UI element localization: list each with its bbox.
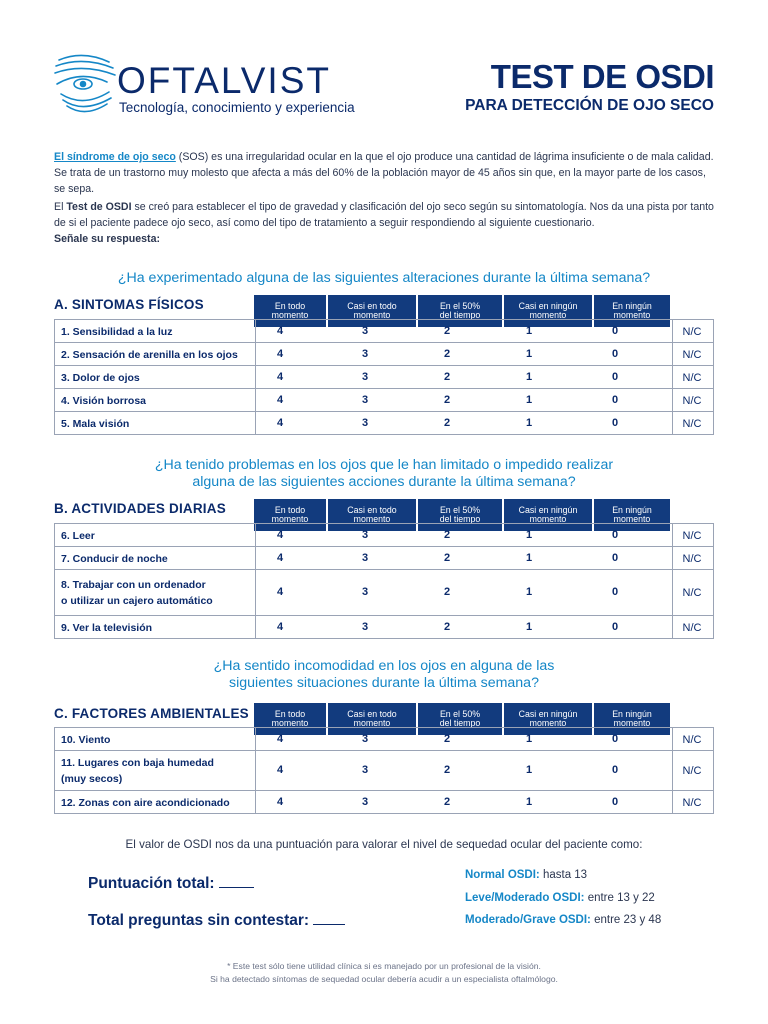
column-divider (255, 389, 256, 411)
legend-value: hasta 13 (539, 869, 588, 881)
score-option[interactable]: 4 (276, 620, 284, 633)
intro-paragraph-1 (54, 149, 714, 197)
legend-mild-moderate (465, 892, 655, 904)
total-score-field[interactable] (219, 887, 254, 888)
intro-p1-text: (SOS) es una irregularidad ocular en la que el ojo produce una cantidad de lágrima insuficiente o de mala calidad. Se trata de un trastorno muy molesto que afecta a más del 60% de la población mayor de 45 años sin que, en la mayor parte de los casos, se sepa. (54, 151, 714, 195)
score-option[interactable]: 1 (525, 620, 533, 633)
symptom-label: 6. Leer (61, 529, 95, 542)
total-score-label: Puntuación total: (88, 875, 215, 892)
score-option[interactable]: 1 (525, 764, 533, 776)
legend-key: Moderado/Grave OSDI: (465, 914, 591, 926)
score-option[interactable]: 0 (611, 393, 619, 406)
section-title: C. FACTORES AMBIENTALES (54, 706, 249, 721)
score-option[interactable]: 4 (276, 324, 284, 337)
intro-p2-bold: Test de OSDI (66, 201, 132, 213)
column-divider (255, 728, 256, 750)
section-question: ¿Ha experimentado alguna de las siguientes alteraciones durante la última semana? (117, 270, 651, 286)
score-option[interactable]: 4 (276, 764, 284, 776)
specialist-note: Si ha detectado síntomas de sequedad ocular debería acudir a un especialista oftalmólogo. (210, 974, 558, 984)
column-header: En ningún momento (594, 499, 670, 531)
score-option[interactable]: 2 (443, 370, 451, 383)
symptom-label: 11. Lugares con baja humedad (muy secos) (61, 757, 214, 785)
not-applicable-option[interactable]: N/C (682, 325, 702, 338)
instruction-text: Señale su respuesta: (54, 233, 160, 245)
score-option[interactable]: 2 (443, 347, 451, 360)
column-header: En todo momento (254, 703, 326, 735)
column-divider (255, 547, 256, 569)
score-option[interactable]: 3 (361, 416, 369, 429)
unanswered-field[interactable] (313, 924, 345, 925)
brand-name: OFTALVIST (117, 60, 331, 101)
column-header: Casi en todo momento (328, 499, 416, 531)
score-option[interactable]: 1 (525, 347, 533, 360)
table-row (54, 751, 714, 791)
column-divider (255, 320, 256, 342)
column-header: En todo momento (254, 295, 326, 327)
score-option[interactable]: 1 (525, 551, 533, 564)
score-option[interactable]: 1 (525, 393, 533, 406)
legend-moderate-severe (465, 914, 661, 926)
score-option[interactable]: 3 (361, 764, 369, 776)
dry-eye-link[interactable]: El síndrome de ojo seco (54, 151, 176, 163)
column-header: Casi en todo momento (328, 703, 416, 735)
score-option[interactable]: 1 (525, 416, 533, 429)
symptom-label: 7. Conducir de noche (61, 552, 168, 565)
score-option[interactable]: 3 (361, 795, 369, 808)
not-applicable-option[interactable]: N/C (682, 587, 702, 599)
column-divider (255, 791, 256, 813)
legend-value: entre 13 y 22 (584, 892, 655, 904)
score-option[interactable]: 4 (276, 393, 284, 406)
legend-value: entre 23 y 48 (590, 914, 662, 926)
table-row (54, 728, 714, 751)
score-option[interactable]: 2 (443, 393, 451, 406)
section-question: ¿Ha sentido incomodidad en los ojos en alguna de las siguientes situaciones durante la última semana? (213, 658, 555, 691)
answer-table (54, 523, 714, 639)
symptom-label: 5. Mala visión (61, 417, 130, 430)
column-divider (255, 412, 256, 434)
unanswered-label: Total preguntas sin contestar: (88, 912, 310, 929)
score-option[interactable]: 2 (443, 732, 451, 745)
column-header: Casi en todo momento (328, 295, 416, 327)
intro-p2-prefix: El (54, 201, 67, 213)
score-option[interactable]: 0 (611, 795, 619, 808)
column-header: En el 50% del tiempo (418, 499, 502, 531)
not-applicable-option[interactable]: N/C (682, 417, 702, 430)
score-option[interactable]: 3 (361, 393, 369, 406)
symptom-label: 9. Ver la televisión (61, 621, 153, 634)
score-option[interactable]: 4 (276, 370, 284, 383)
score-option[interactable]: 4 (276, 586, 284, 598)
column-divider (255, 366, 256, 388)
symptom-label: 10. Viento (61, 733, 111, 746)
score-option[interactable]: 1 (525, 324, 533, 337)
score-option[interactable]: 3 (361, 370, 369, 383)
answer-table (54, 727, 714, 814)
column-header: En el 50% del tiempo (418, 295, 502, 327)
column-header: En el 50% del tiempo (418, 703, 502, 735)
section-question: ¿Ha tenido problemas en los ojos que le han limitado o impedido realizar alguna de las siguientes acciones durante la última semana? (154, 457, 614, 490)
not-applicable-option[interactable]: N/C (682, 733, 702, 746)
symptom-label: 3. Dolor de ojos (61, 371, 140, 384)
score-option[interactable]: 1 (525, 370, 533, 383)
unanswered-count (88, 912, 345, 930)
score-option[interactable]: 2 (443, 551, 451, 564)
intro-p2-text: se creó para establecer el tipo de gravedad y clasificación del ojo seco según su sintomatología. Nos da una pista por tanto de si el paciente padece ojo seco, así como del tipo de tratamiento a seguir respondiendo al siguiente cuestionario. (54, 201, 714, 229)
score-option[interactable]: 0 (611, 528, 619, 541)
score-option[interactable]: 4 (276, 795, 284, 808)
score-option[interactable]: 3 (361, 620, 369, 633)
column-header: Casi en ningún momento (504, 295, 592, 327)
score-option[interactable]: 4 (276, 732, 284, 745)
not-applicable-option[interactable]: N/C (682, 796, 702, 809)
legend-key: Leve/Moderado OSDI: (465, 892, 585, 904)
column-header: En ningún momento (594, 295, 670, 327)
score-option[interactable]: 3 (361, 347, 369, 360)
score-option[interactable]: 3 (361, 586, 369, 598)
table-row (54, 791, 714, 814)
not-applicable-option[interactable]: N/C (682, 621, 702, 634)
column-divider (255, 524, 256, 546)
score-option[interactable]: 0 (611, 324, 619, 337)
column-divider (255, 570, 256, 615)
symptom-label: 12. Zonas con aire acondicionado (61, 796, 230, 809)
not-applicable-option[interactable]: N/C (682, 552, 702, 565)
column-divider (255, 616, 256, 638)
legend-normal (465, 869, 587, 881)
score-option[interactable]: 4 (276, 416, 284, 429)
score-option[interactable]: 0 (611, 732, 619, 745)
table-row (54, 320, 714, 343)
not-applicable-option[interactable]: N/C (682, 765, 702, 777)
table-row (54, 524, 714, 547)
symptom-label: 2. Sensación de arenilla en los ojos (61, 348, 238, 361)
not-applicable-option[interactable]: N/C (682, 394, 702, 407)
not-applicable-option[interactable]: N/C (682, 371, 702, 384)
score-option[interactable]: 0 (611, 551, 619, 564)
section-title: A. SINTOMAS FÍSICOS (54, 297, 204, 312)
table-row (54, 343, 714, 366)
score-option[interactable]: 0 (611, 764, 619, 776)
score-option[interactable]: 0 (611, 416, 619, 429)
score-option[interactable]: 1 (525, 732, 533, 745)
score-option[interactable]: 1 (525, 586, 533, 598)
not-applicable-option[interactable]: N/C (682, 529, 702, 542)
intro-paragraph-2 (54, 199, 714, 247)
table-row (54, 616, 714, 639)
answer-table (54, 319, 714, 435)
symptom-label: 4. Visión borrosa (61, 394, 146, 407)
table-row (54, 547, 714, 570)
column-divider (255, 343, 256, 365)
disclaimer-note: * Este test sólo tiene utilidad clínica si es manejado por un profesional de la visión. (227, 961, 541, 971)
table-row (54, 389, 714, 412)
column-header: En todo momento (254, 499, 326, 531)
score-option[interactable]: 3 (361, 324, 369, 337)
score-option[interactable]: 4 (276, 551, 284, 564)
legend-key: Normal OSDI: (465, 869, 540, 881)
column-header: En ningún momento (594, 703, 670, 735)
score-option[interactable]: 4 (276, 347, 284, 360)
score-option[interactable]: 0 (611, 370, 619, 383)
section-title: B. ACTIVIDADES DIARIAS (54, 501, 226, 516)
table-row (54, 412, 714, 435)
not-applicable-option[interactable]: N/C (682, 348, 702, 361)
brand-tagline: Tecnología, conocimiento y experiencia (119, 100, 355, 115)
score-option[interactable]: 0 (611, 620, 619, 633)
page-subtitle: PARA DETECCIÓN DE OJO SECO (465, 97, 714, 114)
score-option[interactable]: 2 (443, 586, 451, 598)
table-row (54, 570, 714, 616)
score-option[interactable]: 1 (525, 795, 533, 808)
column-divider (255, 751, 256, 790)
column-header: Casi en ningún momento (504, 499, 592, 531)
score-option[interactable]: 3 (361, 732, 369, 745)
score-option[interactable]: 2 (443, 620, 451, 633)
score-option[interactable]: 2 (443, 324, 451, 337)
symptom-label: 1. Sensibilidad a la luz (61, 325, 173, 338)
brand-logo (53, 52, 383, 122)
column-header: Casi en ningún momento (504, 703, 592, 735)
score-option[interactable]: 3 (361, 528, 369, 541)
score-option[interactable]: 2 (443, 416, 451, 429)
score-option[interactable]: 1 (525, 528, 533, 541)
score-option[interactable]: 0 (611, 586, 619, 598)
eye-hand-logo-icon (53, 52, 119, 114)
table-row (54, 366, 714, 389)
score-option[interactable]: 2 (443, 795, 451, 808)
score-option[interactable]: 2 (443, 528, 451, 541)
symptom-label: 8. Trabajar con un ordenador o utilizar un cajero automático (61, 579, 213, 607)
osdi-info-text: El valor de OSDI nos da una puntuación para valorar el nivel de sequedad ocular del paciente como: (125, 838, 643, 851)
score-option[interactable]: 0 (611, 347, 619, 360)
page-title: TEST DE OSDI (490, 58, 714, 95)
score-option[interactable]: 3 (361, 551, 369, 564)
score-option[interactable]: 2 (443, 764, 451, 776)
total-score (88, 875, 254, 893)
score-option[interactable]: 4 (276, 528, 284, 541)
